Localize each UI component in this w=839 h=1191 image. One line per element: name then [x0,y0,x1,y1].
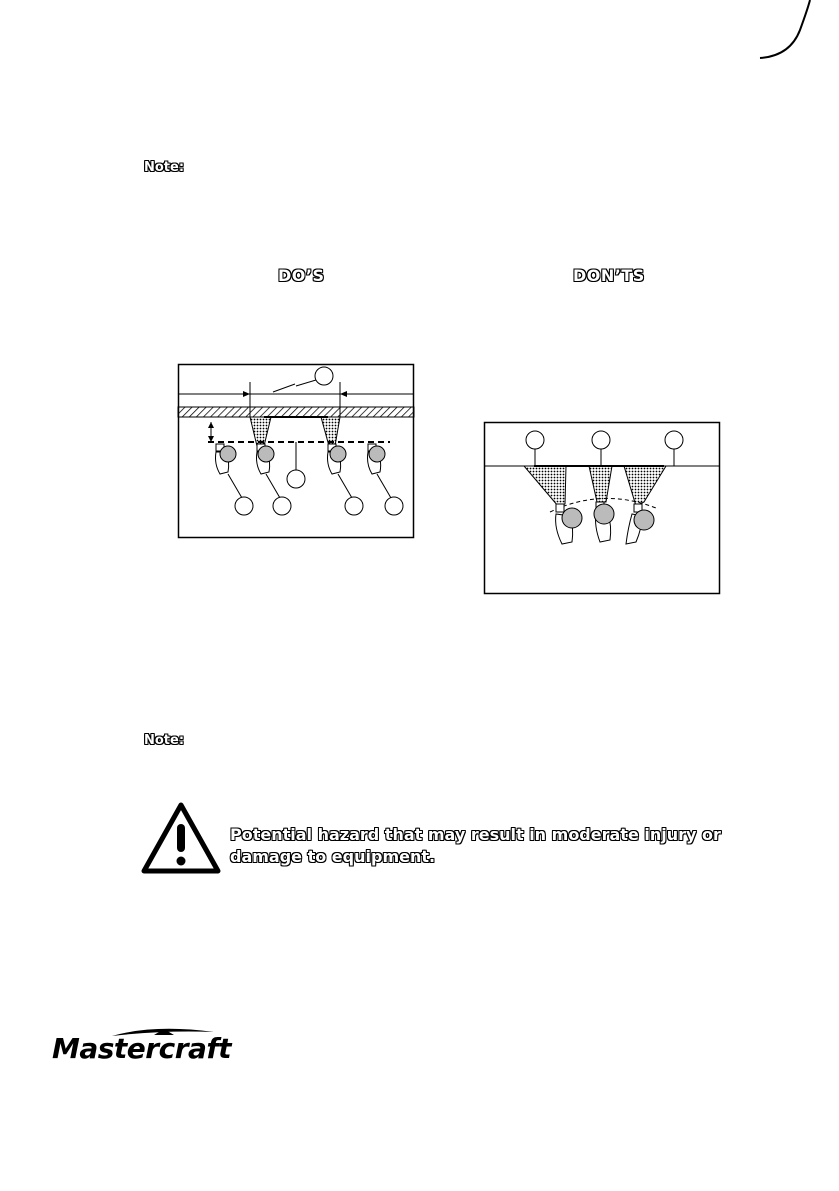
note-label-bottom: Note: [144,733,185,748]
warning-triangle-icon [141,802,221,874]
dos-spray-diagram [178,364,414,538]
donts-spray-diagram [484,422,720,594]
brand-name: Mastercraft [52,1032,231,1065]
dos-heading: DO’S [278,266,325,285]
donts-heading: DON’TS [573,266,645,285]
note-label-top: Note: [144,160,185,175]
corner-curve-mark [760,0,820,60]
warning-message: Potential hazard that may result in moderate injury or damage to equipment. [230,825,721,866]
